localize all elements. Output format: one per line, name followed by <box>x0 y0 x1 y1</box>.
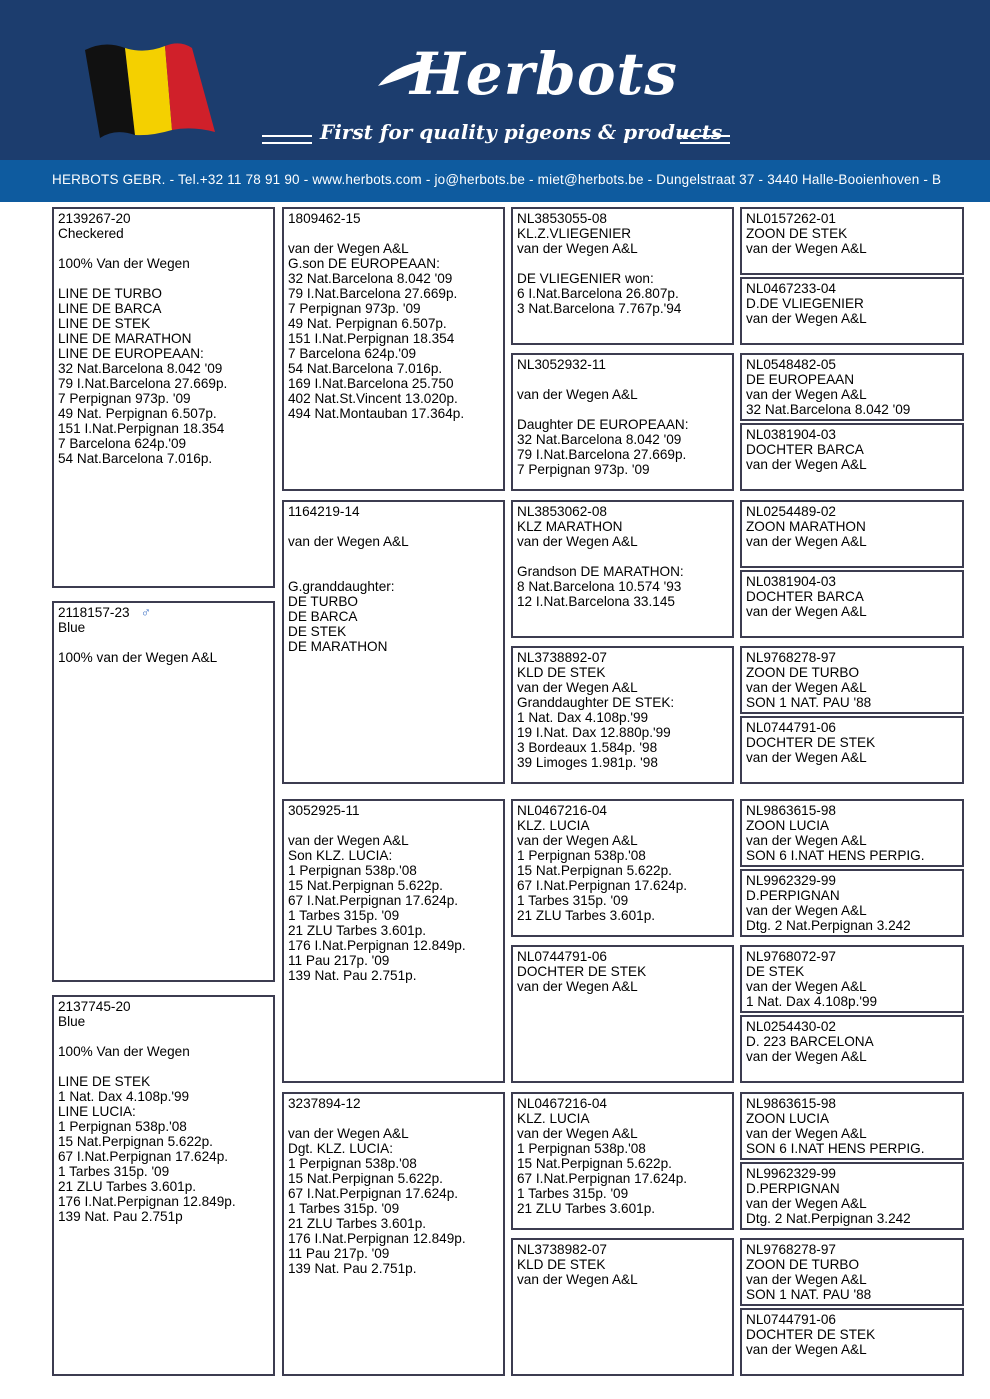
text-line: van der Wegen A&L <box>288 534 409 549</box>
text-line: ZOON LUCIA <box>746 1111 830 1126</box>
text-line: 54 Nat.Barcelona 7.016p. <box>58 451 213 466</box>
text-line: 1 Tarbes 315p. '09 <box>288 908 400 923</box>
great-grandparent-card-5 <box>511 799 734 937</box>
great-grandparent-lines-3 <box>517 504 728 609</box>
text-line: DOCHTER DE STEK <box>746 1327 876 1342</box>
text-line: van der Wegen A&L <box>746 1049 867 1064</box>
great-grandparent-card-1 <box>511 207 734 345</box>
text-line <box>58 271 269 286</box>
text-line: NL0548482-05 <box>746 357 836 372</box>
text-line: ZOON DE STEK <box>746 226 848 241</box>
text-line: 100% van der Wegen A&L <box>58 650 218 665</box>
text-line: 21 ZLU Tarbes 3.601p. <box>517 908 656 923</box>
text-line: 7 Perpignan 973p. '09 <box>517 462 650 477</box>
text-line <box>58 1059 269 1074</box>
text-line: DE EUROPEAAN <box>746 372 855 387</box>
text-line: DOCHTER DE STEK <box>517 964 647 979</box>
ancestor-lines-7 <box>746 650 958 710</box>
great-grandparent-lines-8 <box>517 1242 728 1287</box>
text-line: DE VLIEGENIER won: <box>517 271 654 286</box>
text-line: 402 Nat.St.Vincent 13.020p. <box>288 391 458 406</box>
text-line: NL0157262-01 <box>746 211 836 226</box>
text-line: KL.Z.VLIEGENIER <box>517 226 632 241</box>
text-line: 67 I.Nat.Perpignan 17.624p. <box>517 1171 688 1186</box>
text-line: 7 Perpignan 973p. '09 <box>58 391 191 406</box>
text-line: DOCHTER DE STEK <box>746 735 876 750</box>
ancestor-lines-2 <box>746 281 958 326</box>
text-line: Dtg. 2 Nat.Perpignan 3.242 <box>746 1211 911 1226</box>
text-line: 67 I.Nat.Perpignan 17.624p. <box>58 1149 229 1164</box>
text-line: 21 ZLU Tarbes 3.601p. <box>288 923 427 938</box>
text-line: NL0744791-06 <box>517 949 607 964</box>
text-line: 3 Nat.Barcelona 7.767p.'94 <box>517 301 682 316</box>
text-line: 2137745-20 <box>58 999 131 1014</box>
sire-lines <box>58 620 269 665</box>
ancestor-lines-1 <box>746 211 958 256</box>
text-line: 176 I.Nat.Perpignan 12.849p. <box>288 1231 466 1246</box>
text-line: 494 Nat.Montauban 17.364p. <box>288 406 465 421</box>
ancestor-card-2 <box>740 277 964 345</box>
text-line: SON 1 NAT. PAU '88 <box>746 1287 872 1302</box>
text-line: van der Wegen A&L <box>517 1126 638 1141</box>
text-line: 100% Van der Wegen <box>58 256 190 271</box>
ancestor-lines-5 <box>746 504 958 549</box>
text-line: 11 Pau 217p. '09 <box>288 1246 390 1261</box>
text-line: 32 Nat.Barcelona 8.042 '09 <box>58 361 223 376</box>
text-line: 32 Nat.Barcelona 8.042 '09 <box>288 271 453 286</box>
ancestor-lines-15 <box>746 1242 958 1302</box>
text-line: van der Wegen A&L <box>746 903 867 918</box>
ancestor-card-6 <box>740 570 964 638</box>
text-line: 32 Nat.Barcelona 8.042 '09 <box>517 432 682 447</box>
text-line: DE STEK <box>746 964 805 979</box>
text-line: van der Wegen A&L <box>746 1126 867 1141</box>
text-line: 1 Tarbes 315p. '09 <box>517 893 629 908</box>
text-line: van der Wegen A&L <box>746 1196 867 1211</box>
subject-card <box>52 207 275 588</box>
text-line: LINE DE BARCA <box>58 301 162 316</box>
ancestor-card-7 <box>740 646 964 714</box>
text-line: van der Wegen A&L <box>746 241 867 256</box>
male-icon: ♂ <box>140 605 152 620</box>
text-line: NL0381904-03 <box>746 574 836 589</box>
text-line: 7 Barcelona 624p.'09 <box>58 436 187 451</box>
ancestor-card-3 <box>740 353 964 421</box>
text-line: NL0467216-04 <box>517 1096 607 1111</box>
ancestor-card-13 <box>740 1092 964 1160</box>
text-line: LINE DE TURBO <box>58 286 162 301</box>
ancestor-lines-9 <box>746 803 958 863</box>
text-line: ZOON DE TURBO <box>746 665 860 680</box>
text-line: van der Wegen A&L <box>517 833 638 848</box>
text-line: NL9768278-97 <box>746 650 836 665</box>
text-line: 79 I.Nat.Barcelona 27.669p. <box>288 286 458 301</box>
ancestor-lines-16 <box>746 1312 958 1357</box>
text-line: NL3738982-07 <box>517 1242 607 1257</box>
text-line: 1 Tarbes 315p. '09 <box>58 1164 170 1179</box>
text-line: 19 I.Nat. Dax 12.880p.'99 <box>517 725 671 740</box>
text-line: Son KLZ. LUCIA: <box>288 848 393 863</box>
text-line: NL9768072-97 <box>746 949 836 964</box>
text-line: Blue <box>58 1014 86 1029</box>
text-line: 1 Perpignan 538p.'08 <box>517 848 646 863</box>
text-line <box>288 519 499 534</box>
text-line: 1 Tarbes 315p. '09 <box>517 1186 629 1201</box>
grandparent-card-3 <box>282 799 505 1083</box>
great-grandparent-card-2 <box>511 353 734 491</box>
text-line: van der Wegen A&L <box>288 241 409 256</box>
grandparent-card-1 <box>282 207 505 491</box>
ancestor-lines-3 <box>746 357 958 417</box>
text-line: 21 ZLU Tarbes 3.601p. <box>517 1201 656 1216</box>
grandparent-lines-4 <box>288 1096 499 1276</box>
text-line: LINE DE STEK <box>58 316 151 331</box>
great-grandparent-card-6 <box>511 945 734 1083</box>
text-line: van der Wegen A&L <box>746 604 867 619</box>
ancestor-card-9 <box>740 799 964 867</box>
text-line: van der Wegen A&L <box>517 1272 638 1287</box>
great-grandparent-card-7 <box>511 1092 734 1230</box>
text-line: van der Wegen A&L <box>517 979 638 994</box>
text-line: van der Wegen A&L <box>746 534 867 549</box>
text-line <box>517 549 728 564</box>
great-grandparent-card-4 <box>511 646 734 784</box>
text-line: van der Wegen A&L <box>746 680 867 695</box>
text-line: Dgt. KLZ. LUCIA: <box>288 1141 394 1156</box>
great-grandparent-lines-2 <box>517 357 728 477</box>
text-line: Blue <box>58 620 86 635</box>
ancestor-lines-4 <box>746 427 958 472</box>
text-line: 176 I.Nat.Perpignan 12.849p. <box>58 1194 236 1209</box>
text-line: SON 6 I.NAT HENS PERPIG. <box>746 848 925 863</box>
text-line: NL0467233-04 <box>746 281 836 296</box>
text-line: van der Wegen A&L <box>517 680 638 695</box>
grandparent-card-4 <box>282 1092 505 1376</box>
text-line: Checkered <box>58 226 124 241</box>
text-line: D.DE VLIEGENIER <box>746 296 864 311</box>
text-line: ZOON DE TURBO <box>746 1257 860 1272</box>
ancestor-lines-12 <box>746 1019 958 1064</box>
text-line: 15 Nat.Perpignan 5.622p. <box>517 1156 672 1171</box>
text-line <box>288 1111 499 1126</box>
grandparent-card-2 <box>282 500 505 784</box>
text-line: G.granddaughter: <box>288 579 395 594</box>
text-line: NL9768278-97 <box>746 1242 836 1257</box>
text-line: 49 Nat. Perpignan 6.507p. <box>288 316 447 331</box>
text-line: 8 Nat.Barcelona 10.574 '93 <box>517 579 682 594</box>
tagline-rule-right <box>680 135 730 144</box>
contact-line: HERBOTS GEBR. - Tel.+32 11 78 91 90 - www.herbots.com - jo@herbots.be - miet@herbots.be - Dungelstraat 37 - 3440 Halle-Booienhoven - B <box>52 172 942 187</box>
text-line: van der Wegen A&L <box>517 387 638 402</box>
text-line: 1 Perpignan 538p.'08 <box>517 1141 646 1156</box>
text-line: SON 1 NAT. PAU '88 <box>746 695 872 710</box>
text-line: Dtg. 2 Nat.Perpignan 3.242 <box>746 918 911 933</box>
text-line: DOCHTER BARCA <box>746 442 864 457</box>
text-line: 1 Tarbes 315p. '09 <box>288 1201 400 1216</box>
text-line: NL9962329-99 <box>746 873 836 888</box>
sire-ring: 2118157-23 <box>58 605 130 620</box>
text-line: van der Wegen A&L <box>746 979 867 994</box>
text-line: NL3738892-07 <box>517 650 607 665</box>
text-line <box>517 256 728 271</box>
great-grandparent-lines-4 <box>517 650 728 770</box>
text-line: 139 Nat. Pau 2.751p. <box>288 968 417 983</box>
grandparent-lines-2 <box>288 504 499 654</box>
text-line: NL9962329-99 <box>746 1166 836 1181</box>
text-line: 67 I.Nat.Perpignan 17.624p. <box>288 893 459 908</box>
dam-card <box>52 995 275 1376</box>
text-line: 3237894-12 <box>288 1096 361 1111</box>
grandparent-lines-3 <box>288 803 499 983</box>
text-line: van der Wegen A&L <box>517 241 638 256</box>
text-line: van der Wegen A&L <box>746 387 867 402</box>
ancestor-card-14 <box>740 1162 964 1230</box>
text-line: 15 Nat.Perpignan 5.622p. <box>288 1171 443 1186</box>
text-line: 1 Perpignan 538p.'08 <box>58 1119 187 1134</box>
text-line: 1 Nat. Dax 4.108p.'99 <box>517 710 649 725</box>
text-line: van der Wegen A&L <box>517 534 638 549</box>
text-line: DOCHTER BARCA <box>746 589 864 604</box>
text-line: 32 Nat.Barcelona 8.042 '09 <box>746 402 911 417</box>
text-line: 67 I.Nat.Perpignan 17.624p. <box>517 878 688 893</box>
ancestor-lines-13 <box>746 1096 958 1156</box>
text-line: DE STEK <box>288 624 347 639</box>
great-grandparent-lines-1 <box>517 211 728 316</box>
ancestor-card-5 <box>740 500 964 568</box>
text-line: 21 ZLU Tarbes 3.601p. <box>288 1216 427 1231</box>
text-line: LINE LUCIA: <box>58 1104 136 1119</box>
text-line: 1 Nat. Dax 4.108p.'99 <box>746 994 878 1009</box>
text-line: D.PERPIGNAN <box>746 1181 840 1196</box>
text-line: NL0254430-02 <box>746 1019 836 1034</box>
text-line: van der Wegen A&L <box>288 833 409 848</box>
text-line: ZOON LUCIA <box>746 818 830 833</box>
great-grandparent-lines-5 <box>517 803 728 923</box>
text-line: 3052925-11 <box>288 803 360 818</box>
text-line: KLD DE STEK <box>517 1257 606 1272</box>
sire-card <box>52 601 275 982</box>
text-line: 15 Nat.Perpignan 5.622p. <box>58 1134 213 1149</box>
text-line: NL0254489-02 <box>746 504 836 519</box>
grandparent-lines-1 <box>288 211 499 421</box>
great-grandparent-card-8 <box>511 1238 734 1376</box>
text-line: 79 I.Nat.Barcelona 27.669p. <box>517 447 687 462</box>
sire-ring-line <box>58 605 269 620</box>
ancestor-card-12 <box>740 1015 964 1083</box>
subject-lines <box>58 211 269 466</box>
text-line: 151 I.Nat.Perpignan 18.354 <box>288 331 455 346</box>
text-line <box>517 372 728 387</box>
text-line <box>288 818 499 833</box>
text-line: 67 I.Nat.Perpignan 17.624p. <box>288 1186 459 1201</box>
text-line: NL0381904-03 <box>746 427 836 442</box>
tagline-rule-left <box>262 135 312 144</box>
text-line: NL3853055-08 <box>517 211 607 226</box>
text-line: LINE DE STEK <box>58 1074 151 1089</box>
text-line <box>288 564 499 579</box>
text-line: van der Wegen A&L <box>746 311 867 326</box>
ancestor-lines-6 <box>746 574 958 619</box>
text-line <box>58 241 269 256</box>
text-line: SON 6 I.NAT HENS PERPIG. <box>746 1141 925 1156</box>
text-line: Daughter DE EUROPEAAN: <box>517 417 689 432</box>
text-line: van der Wegen A&L <box>746 1342 867 1357</box>
text-line: NL0467216-04 <box>517 803 607 818</box>
text-line: 11 Pau 217p. '09 <box>288 953 390 968</box>
text-line <box>288 549 499 564</box>
text-line: 49 Nat. Perpignan 6.507p. <box>58 406 217 421</box>
text-line: van der Wegen A&L <box>746 833 867 848</box>
text-line: 12 I.Nat.Barcelona 33.145 <box>517 594 675 609</box>
text-line: 39 Limoges 1.981p. '98 <box>517 755 658 770</box>
text-line: G.son DE EUROPEAAN: <box>288 256 440 271</box>
text-line: KLZ MARATHON <box>517 519 623 534</box>
text-line: van der Wegen A&L <box>746 750 867 765</box>
text-line: 7 Perpignan 973p. '09 <box>288 301 421 316</box>
text-line: NL3853062-08 <box>517 504 607 519</box>
ancestor-lines-8 <box>746 720 958 765</box>
belgian-flag-icon <box>80 40 220 140</box>
dam-lines <box>58 999 269 1224</box>
great-grandparent-lines-6 <box>517 949 728 994</box>
text-line: 1164219-14 <box>288 504 360 519</box>
text-line: 1 Perpignan 538p.'08 <box>288 1156 417 1171</box>
text-line: NL0744791-06 <box>746 720 836 735</box>
text-line <box>58 635 269 650</box>
text-line: 1809462-15 <box>288 211 361 226</box>
text-line: 3 Bordeaux 1.584p. '98 <box>517 740 658 755</box>
text-line: DE MARATHON <box>288 639 388 654</box>
text-line: Grandson DE MARATHON: <box>517 564 684 579</box>
text-line: LINE DE EUROPEAAN: <box>58 346 204 361</box>
great-grandparent-card-3 <box>511 500 734 638</box>
text-line: Granddaughter DE STEK: <box>517 695 675 710</box>
text-line: D. 223 BARCELONA <box>746 1034 874 1049</box>
ancestor-card-11 <box>740 945 964 1013</box>
text-line: 7 Barcelona 624p.'09 <box>288 346 417 361</box>
text-line: van der Wegen A&L <box>288 1126 409 1141</box>
text-line: ZOON MARATHON <box>746 519 866 534</box>
text-line: 139 Nat. Pau 2.751p. <box>288 1261 417 1276</box>
text-line: KLD DE STEK <box>517 665 606 680</box>
ancestor-card-4 <box>740 423 964 491</box>
text-line: 169 I.Nat.Barcelona 25.750 <box>288 376 454 391</box>
ancestor-lines-14 <box>746 1166 958 1226</box>
text-line: NL9863615-98 <box>746 803 836 818</box>
text-line <box>517 402 728 417</box>
text-line: 6 I.Nat.Barcelona 26.807p. <box>517 286 679 301</box>
text-line: 2139267-20 <box>58 211 131 226</box>
text-line: 151 I.Nat.Perpignan 18.354 <box>58 421 225 436</box>
text-line <box>58 1029 269 1044</box>
text-line: KLZ. LUCIA <box>517 1111 590 1126</box>
header-banner <box>0 0 990 202</box>
text-line: 79 I.Nat.Barcelona 27.669p. <box>58 376 228 391</box>
text-line: van der Wegen A&L <box>746 1272 867 1287</box>
text-line: van der Wegen A&L <box>746 457 867 472</box>
text-line: KLZ. LUCIA <box>517 818 590 833</box>
text-line: 54 Nat.Barcelona 7.016p. <box>288 361 443 376</box>
text-line: 15 Nat.Perpignan 5.622p. <box>288 878 443 893</box>
text-line: DE TURBO <box>288 594 358 609</box>
text-line: DE BARCA <box>288 609 358 624</box>
ancestor-card-15 <box>740 1238 964 1306</box>
text-line: 176 I.Nat.Perpignan 12.849p. <box>288 938 466 953</box>
ancestor-lines-11 <box>746 949 958 1009</box>
text-line: NL0744791-06 <box>746 1312 836 1327</box>
brand-logo: Herbots <box>410 40 678 108</box>
text-line: 1 Nat. Dax 4.108p.'99 <box>58 1089 190 1104</box>
tagline: First for quality pigeons & products <box>320 120 723 144</box>
text-line: 21 ZLU Tarbes 3.601p. <box>58 1179 197 1194</box>
text-line: 1 Perpignan 538p.'08 <box>288 863 417 878</box>
ancestor-card-1 <box>740 207 964 275</box>
ancestor-card-16 <box>740 1308 964 1376</box>
text-line: NL9863615-98 <box>746 1096 836 1111</box>
text-line: 100% Van der Wegen <box>58 1044 190 1059</box>
text-line: LINE DE MARATHON <box>58 331 192 346</box>
text-line: 139 Nat. Pau 2.751p <box>58 1209 183 1224</box>
ancestor-card-8 <box>740 716 964 784</box>
ancestor-card-10 <box>740 869 964 937</box>
text-line <box>288 226 499 241</box>
ancestor-lines-10 <box>746 873 958 933</box>
text-line: NL3052932-11 <box>517 357 606 372</box>
great-grandparent-lines-7 <box>517 1096 728 1216</box>
text-line: D.PERPIGNAN <box>746 888 840 903</box>
text-line: 15 Nat.Perpignan 5.622p. <box>517 863 672 878</box>
